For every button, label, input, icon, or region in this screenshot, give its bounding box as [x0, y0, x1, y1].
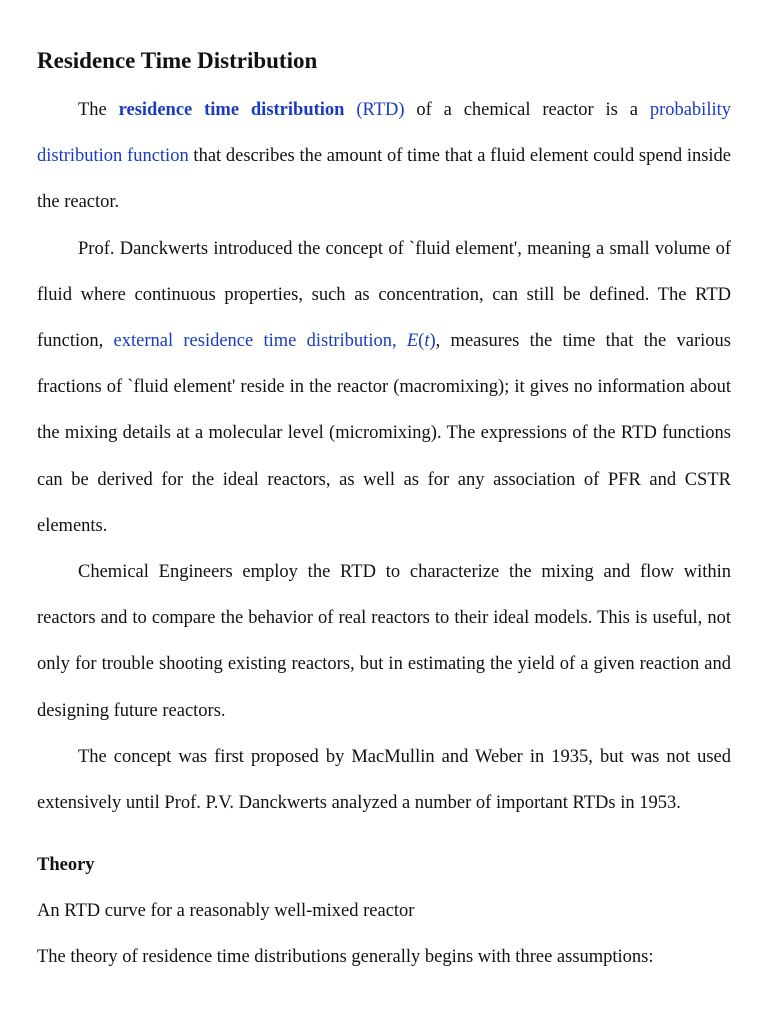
function-symbol-e: E: [406, 331, 419, 352]
paragraph-rtd-definition: [37, 87, 731, 226]
document-title: Residence Time Distribution: [37, 48, 318, 73]
text-segment: that describes the amount of time that a fluid element could spend inside the reactor.: [37, 146, 732, 213]
paragraph-assumptions: The theory of residence time distributions generally begins with three assumptions:: [37, 947, 654, 968]
variable-t: t: [424, 331, 430, 352]
paragraph-chemical-engineers: Chemical Engineers employ the RTD to characterize the mixing and flow within reactors and to compare the behavior of real reactors to their ideal models. This is useful, not only for trouble shooting existing reactors, but in estimating the yield of a given reaction and designing future reactors.: [37, 562, 731, 721]
paragraph-history: The concept was first proposed by MacMullin and Weber in 1935, but was not used extensively until Prof. P.V. Danckwerts analyzed a number of important RTDs in 1953.: [37, 746, 731, 814]
text-segment: [344, 100, 356, 120]
text-segment: of a chemical reactor is a: [404, 100, 650, 120]
paren-open: (: [418, 331, 425, 352]
text-segment: Prof. Danckwerts introduced the concept of `fluid element', meaning a small volume of fluid where continuous properties, such as concentration, can still be defined. The RTD function,: [37, 238, 731, 352]
link-residence-time-distribution[interactable]: residence time distribution: [118, 100, 345, 120]
paragraph-rtd-curve-caption: An RTD curve for a reasonably well-mixed reactor: [37, 901, 415, 922]
link-probability-distribution-function[interactable]: probability distribution function: [37, 100, 731, 167]
document-page: [37, 44, 731, 981]
link-rtd[interactable]: (RTD): [356, 100, 405, 120]
text-segment: The: [78, 100, 119, 120]
text-segment: , measures the time that the various fractions of `fluid element' reside in the reactor (macromixing); it gives no information about the mixing details at a molecular level (micromixing). The expressions of the RTD functions can be derived for the ideal reactors, as well as for any association of PFR and CSTR elements.: [37, 331, 732, 536]
link-external-rtd[interactable]: [114, 331, 436, 351]
link-text: external residence time distribution,: [113, 331, 407, 352]
paragraph-fluid-element: [37, 226, 731, 549]
section-heading-theory: Theory: [37, 855, 95, 876]
paren-close: ): [429, 331, 436, 352]
